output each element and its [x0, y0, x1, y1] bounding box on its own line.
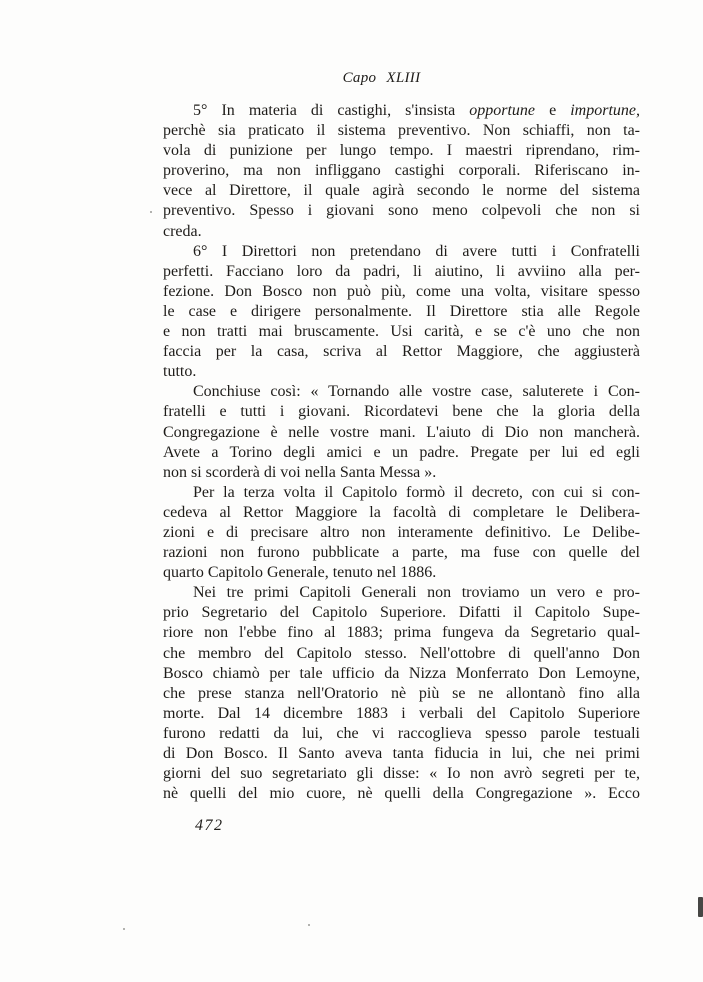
- text-segment: 6° I Direttori non pretendano di avere tutti i Confratelli: [193, 242, 640, 260]
- italic-text-segment: importune,: [570, 102, 640, 119]
- text-line: [163, 423, 640, 443]
- italic-text-segment: opportune: [469, 102, 536, 119]
- scan-edge-artifact: [698, 897, 703, 917]
- scan-speck: [150, 211, 152, 213]
- text-line: [163, 402, 640, 422]
- text-block: [163, 101, 640, 804]
- text-segment: morte. Dal 14 dicembre 1883 i verbali del Capitolo Superiore: [163, 704, 640, 722]
- text-line: [163, 764, 640, 784]
- text-line: [163, 302, 640, 322]
- text-segment: Conchiuse così: « Tornando alle vostre case, saluterete i Con-: [193, 383, 640, 401]
- text-line: [163, 262, 640, 282]
- text-segment: razioni non furono pubblicate a parte, ma fuse con quelle del: [163, 544, 640, 562]
- text-segment: le case e dirigere personalmente. Il Direttore stia alle Regole: [163, 302, 640, 320]
- text-segment: proverino, ma non infliggano castighi corporali. Riferiscano in-: [163, 162, 640, 180]
- text-segment: nè quelli del mio cuore, nè quelli della Congregazione ». Ecco: [163, 785, 640, 803]
- text-segment: e non tratti mai bruscamente. Usi carità, e se c'è uno che non: [163, 323, 640, 341]
- text-line: [163, 664, 640, 684]
- text-line: [163, 322, 640, 342]
- text-line: [163, 623, 640, 643]
- text-segment: vola di punizione per lungo tempo. I maestri riprendano, rim-: [163, 142, 640, 160]
- text-segment: prio Segretario del Capitolo Superiore. Difatti il Capitolo Supe-: [163, 604, 640, 622]
- text-segment: zioni e di precisare altro non interamente definitivo. Le Delibe-: [163, 523, 640, 541]
- text-line: [163, 342, 640, 362]
- text-segment: 5° In materia di castighi, s'insista: [193, 102, 470, 119]
- text-line: [163, 141, 640, 161]
- text-segment: fezione. Don Bosco non può più, come una volta, visitare spesso: [163, 282, 640, 300]
- text-segment: vece al Direttore, il quale agirà secondo le norme del sistema: [163, 182, 640, 200]
- text-line: [163, 583, 640, 603]
- running-head: Capo XLIII: [342, 70, 421, 86]
- text-line: [163, 724, 640, 744]
- scan-speck: [308, 924, 310, 926]
- text-line: [163, 161, 640, 181]
- text-segment: perfetti. Facciano loro da padri, li aiutino, li avviino alla per-: [163, 262, 640, 280]
- text-segment: quarto Capitolo Generale, tenuto nel 1886.: [163, 564, 437, 582]
- text-segment: creda.: [163, 222, 202, 240]
- text-line: [163, 603, 640, 623]
- text-line: [163, 744, 640, 764]
- scan-speck: [123, 928, 125, 930]
- text-line: [163, 483, 640, 503]
- text-segment: non si scorderà di voi nella Santa Messa ».: [163, 463, 437, 481]
- text-line: [163, 543, 640, 563]
- text-line: [163, 784, 640, 804]
- text-segment: giorni del suo segretariato gli disse: « Io non avrò segreti per te,: [163, 765, 640, 783]
- text-segment: fratelli e tutti i giovani. Ricordatevi bene che la gloria della: [163, 403, 640, 421]
- text-line: [163, 523, 640, 543]
- text-line: [163, 644, 640, 664]
- text-line: [163, 201, 640, 221]
- page-number: 472: [195, 817, 224, 834]
- text-segment: Congregazione è nelle vostre mani. L'aiuto di Dio non mancherà.: [163, 423, 640, 441]
- text-segment: Bosco chiamò per tale ufficio da Nizza Monferrato Don Lemoyne,: [163, 664, 640, 682]
- text-line: [163, 242, 640, 262]
- text-segment: riore non l'ebbe fino al 1883; prima fungeva da Segretario qual-: [163, 624, 640, 642]
- text-line: [163, 503, 640, 523]
- text-segment: che prese stanza nell'Oratorio nè più se ne allontanò fino alla: [163, 684, 640, 702]
- text-line: [163, 563, 640, 583]
- text-segment: Per la terza volta il Capitolo formò il decreto, con cui si con-: [193, 483, 640, 501]
- text-line: [163, 222, 640, 242]
- text-line: [163, 121, 640, 141]
- text-segment: Avete a Torino degli amici e un padre. Pregate per lui ed egli: [163, 443, 640, 461]
- text-segment: furono redatti da lui, che vi raccoglieva spesso parole testuali: [163, 724, 640, 742]
- text-segment: cedeva al Rettor Maggiore la facoltà di completare le Delibera-: [163, 503, 640, 521]
- text-segment: e: [535, 102, 571, 119]
- text-segment: preventivo. Spesso i giovani sono meno colpevoli che non si: [163, 202, 640, 220]
- text-line: [163, 463, 640, 483]
- text-line: [163, 704, 640, 724]
- text-line: [163, 282, 640, 302]
- text-line: [163, 101, 640, 121]
- text-segment: che membro del Capitolo stesso. Nell'ottobre di quell'anno Don: [163, 644, 640, 662]
- text-line: [163, 684, 640, 704]
- text-line: [163, 362, 640, 382]
- text-line: [163, 443, 640, 463]
- text-segment: faccia per la casa, scriva al Rettor Maggiore, che aggiusterà: [163, 343, 640, 361]
- text-segment: tutto.: [163, 363, 197, 381]
- text-segment: perchè sia praticato il sistema preventivo. Non schiaffi, non ta-: [163, 122, 640, 140]
- text-segment: di Don Bosco. Il Santo aveva tanta fiducia in lui, che nei primi: [163, 745, 640, 762]
- text-line: [163, 382, 640, 402]
- text-line: [163, 181, 640, 201]
- text-segment: Nei tre primi Capitoli Generali non troviamo un vero e pro-: [193, 584, 640, 602]
